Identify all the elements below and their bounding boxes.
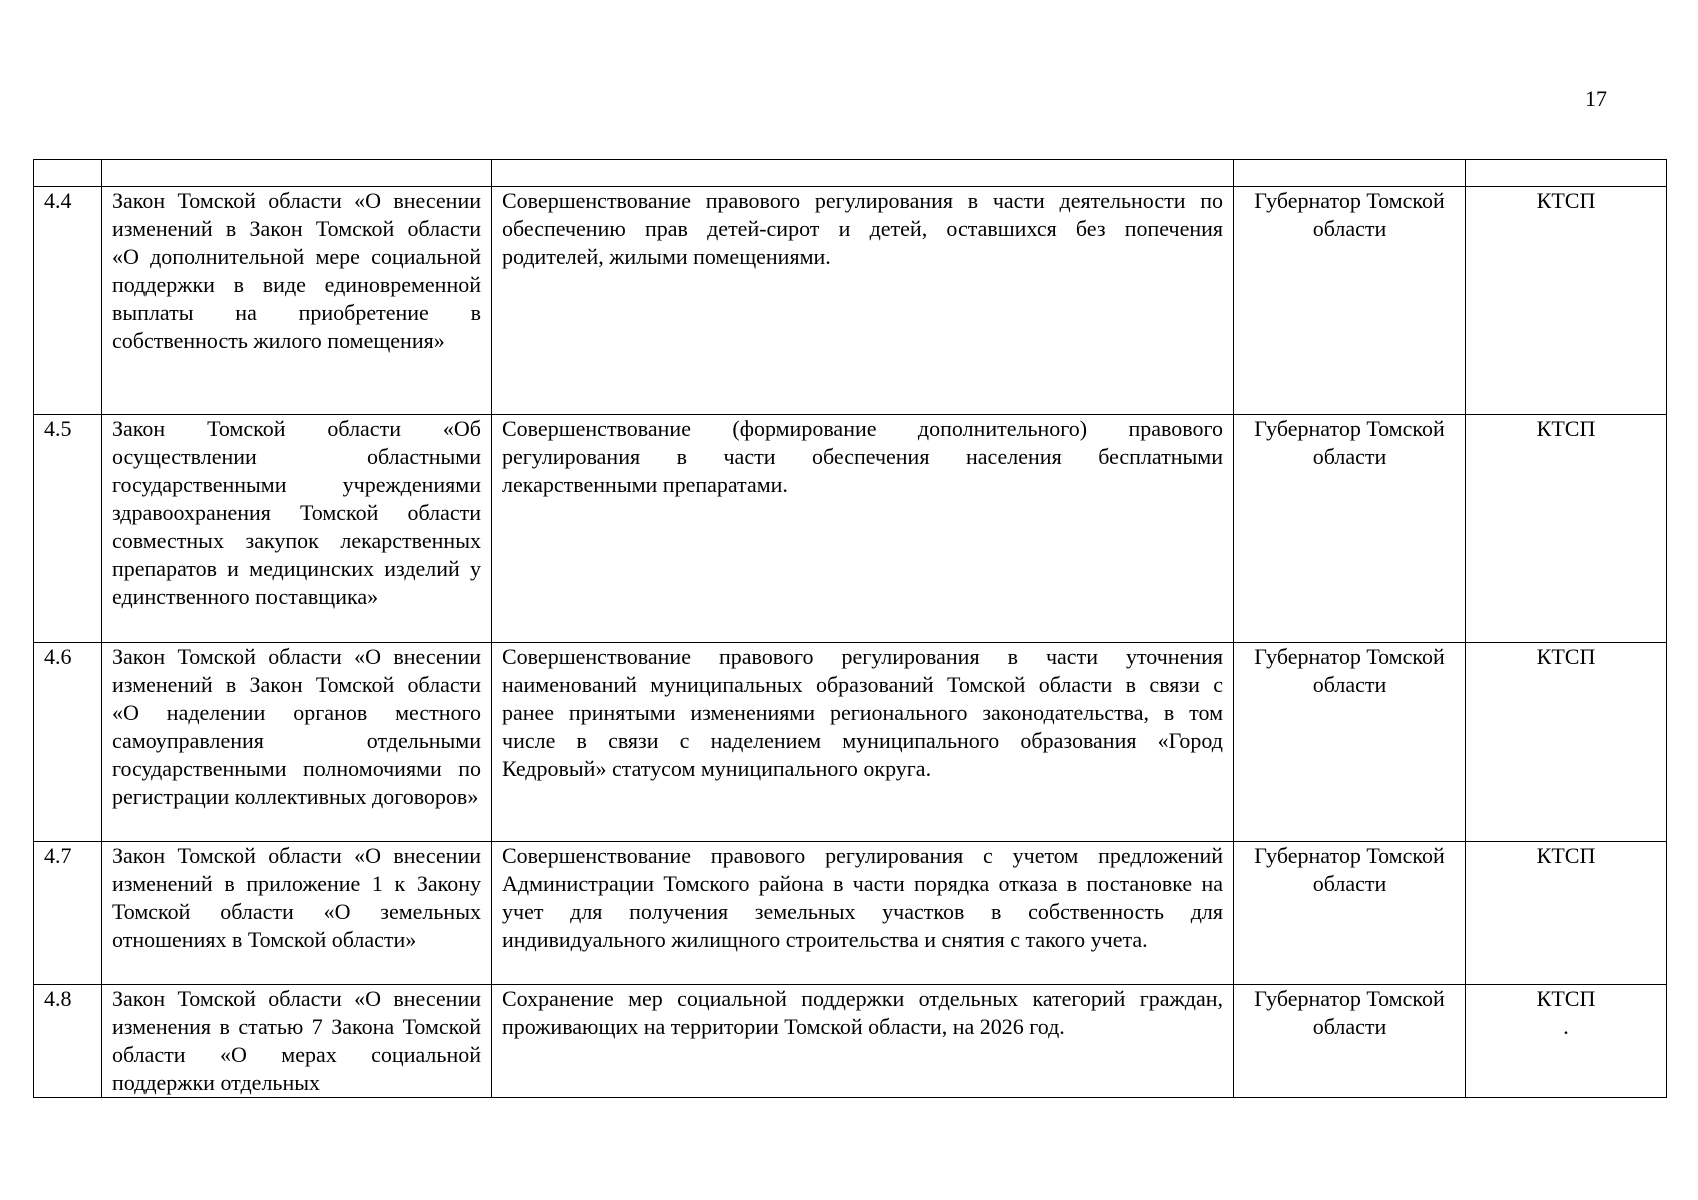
- table-header-row: [34, 160, 1667, 187]
- page-number: 17: [1585, 86, 1607, 111]
- executing-organ: КТСП: [1466, 415, 1667, 643]
- table-row: [34, 187, 1667, 415]
- table-row: [34, 842, 1667, 985]
- responsible: Губернатор Томской области: [1234, 842, 1466, 985]
- row-number: 4.5: [34, 415, 102, 643]
- header-cell-responsible: [1234, 160, 1466, 187]
- row-number: 4.4: [34, 187, 102, 415]
- table-row: [34, 985, 1667, 1098]
- executing-organ: КТСП: [1466, 842, 1667, 985]
- executing-organ: КТСП: [1466, 187, 1667, 415]
- law-title: Закон Томской области «О внесении изменений в Закон Томской области «О наделении органов местного самоуправления отдельными государственными полномочиями по регистрации коллективных договоров»: [102, 643, 492, 842]
- plan-table: [33, 159, 1667, 1098]
- table-row: [34, 643, 1667, 842]
- law-title: Закон Томской области «О внесении изменения в статью 7 Закона Томской области «О мерах социальной поддержки отдельных: [102, 985, 492, 1098]
- law-description: Совершенствование правового регулирования в части деятельности по обеспечению прав детей-сирот и детей, оставшихся без попечения родителей, жилыми помещениями.: [492, 187, 1234, 415]
- header-cell-description: [492, 160, 1234, 187]
- row-number: 4.6: [34, 643, 102, 842]
- responsible: Губернатор Томской области: [1234, 187, 1466, 415]
- law-description: Сохранение мер социальной поддержки отдельных категорий граждан, проживающих на территории Томской области, на 2026 год.: [492, 985, 1234, 1098]
- header-cell-organ: [1466, 160, 1667, 187]
- law-title: Закон Томской области «О внесении изменений в Закон Томской области «О дополнительной мере социальной поддержки в виде единовременной выплаты на приобретение в собственность жилого помещения»: [102, 187, 492, 415]
- law-description: Совершенствование правового регулирования с учетом предложений Администрации Томского района в части порядка отказа в постановке на учет для получения земельных участков в собственность для индивидуального жилищного строительства и снятия с такого учета.: [492, 842, 1234, 985]
- law-description: Совершенствование правового регулирования в части уточнения наименований муниципальных образований Томской области в связи с ранее принятыми изменениями регионального законодательства, в том числе в связи с наделением муниципального образования «Город Кедровый» статусом муниципального округа.: [492, 643, 1234, 842]
- responsible: Губернатор Томской области: [1234, 415, 1466, 643]
- row-number: 4.7: [34, 842, 102, 985]
- responsible: Губернатор Томской области: [1234, 985, 1466, 1098]
- executing-organ: КТСП .: [1466, 985, 1667, 1098]
- law-title: Закон Томской области «Об осуществлении областными государственными учреждениями здравоохранения Томской области совместных закупок лекарственных препаратов и медицинских изделий у единственного поставщика»: [102, 415, 492, 643]
- law-description: Совершенствование (формирование дополнительного) правового регулирования в части обеспечения населения бесплатными лекарственными препаратами.: [492, 415, 1234, 643]
- header-cell-num: [34, 160, 102, 187]
- responsible: Губернатор Томской области: [1234, 643, 1466, 842]
- header-cell-title: [102, 160, 492, 187]
- executing-organ: КТСП: [1466, 643, 1667, 842]
- law-title: Закон Томской области «О внесении изменений в приложение 1 к Закону Томской области «О земельных отношениях в Томской области»: [102, 842, 492, 985]
- row-number: 4.8: [34, 985, 102, 1098]
- table-row: [34, 415, 1667, 643]
